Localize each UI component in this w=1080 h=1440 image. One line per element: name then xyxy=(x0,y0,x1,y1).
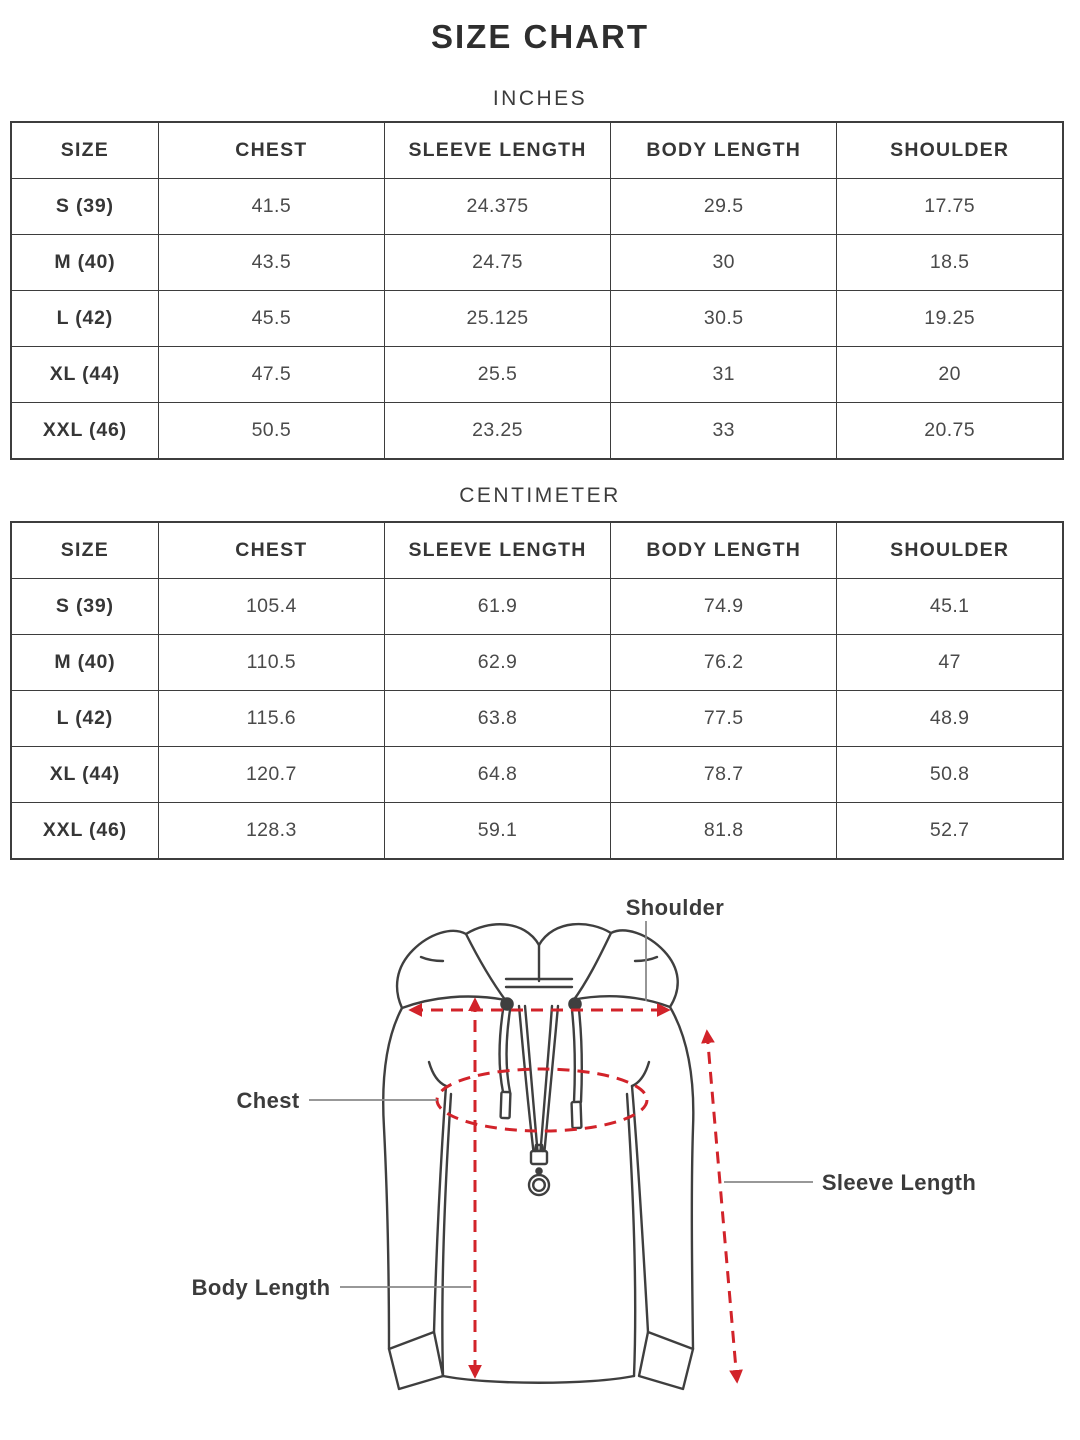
size-cell: S (39) xyxy=(11,179,158,235)
shoulder-label: Shoulder xyxy=(625,895,725,920)
column-header-chest: CHEST xyxy=(158,122,384,179)
size-cell: L (42) xyxy=(11,691,158,747)
value-cell: 76.2 xyxy=(611,635,837,691)
value-cell: 50.5 xyxy=(158,403,384,460)
sleeve-length-measure-arrow xyxy=(707,1032,737,1381)
column-header-sleeve-length: SLEEVE LENGTH xyxy=(384,522,610,579)
aglet-right xyxy=(572,1102,582,1128)
value-cell: 47.5 xyxy=(158,347,384,403)
underarm-seam-right xyxy=(632,1062,649,1086)
underarm-seam-left xyxy=(429,1062,446,1086)
zipper-pull-ring-inner xyxy=(533,1179,545,1191)
zipper-knob xyxy=(536,1168,541,1173)
column-header-size: SIZE xyxy=(11,522,158,579)
sleeve-length-label: Sleeve Length xyxy=(821,1170,977,1195)
body-length-label: Body Length xyxy=(191,1275,331,1300)
label-leader-lines xyxy=(309,921,813,1287)
value-cell: 31 xyxy=(611,347,837,403)
hood-drape-right xyxy=(572,996,670,1007)
aglet-left xyxy=(501,1092,511,1118)
value-cell: 24.75 xyxy=(384,235,610,291)
value-cell: 41.5 xyxy=(158,179,384,235)
value-cell: 17.75 xyxy=(837,179,1063,235)
size-cell: XXL (46) xyxy=(11,403,158,460)
value-cell: 128.3 xyxy=(158,803,384,860)
hood-drape-left xyxy=(402,997,506,1008)
size-cell: XL (44) xyxy=(11,347,158,403)
column-header-chest: CHEST xyxy=(158,522,384,579)
value-cell: 25.5 xyxy=(384,347,610,403)
value-cell: 61.9 xyxy=(384,579,610,635)
value-cell: 45.5 xyxy=(158,291,384,347)
value-cell: 19.25 xyxy=(837,291,1063,347)
size-cell: S (39) xyxy=(11,579,158,635)
value-cell: 115.6 xyxy=(158,691,384,747)
value-cell: 30.5 xyxy=(611,291,837,347)
hood-inner-right xyxy=(573,933,611,1001)
size-cell: L (42) xyxy=(11,291,158,347)
hem xyxy=(443,1376,634,1383)
value-cell: 110.5 xyxy=(158,635,384,691)
hood-inner-left xyxy=(466,934,506,1001)
page-title: SIZE CHART xyxy=(431,18,649,55)
zipper-right xyxy=(540,1006,558,1157)
chest-label: Chest xyxy=(236,1088,300,1113)
column-header-size: SIZE xyxy=(11,122,158,179)
inches-table-caption: INCHES xyxy=(492,87,588,110)
value-cell: 62.9 xyxy=(384,635,610,691)
body-side-right xyxy=(627,1094,635,1376)
column-header-sleeve-length: SLEEVE LENGTH xyxy=(384,122,610,179)
value-cell: 63.8 xyxy=(384,691,610,747)
zipper-left xyxy=(519,1006,538,1157)
value-cell: 77.5 xyxy=(611,691,837,747)
value-cell: 78.7 xyxy=(611,747,837,803)
value-cell: 45.1 xyxy=(837,579,1063,635)
column-header-body-length: BODY LENGTH xyxy=(611,122,837,179)
collar-band xyxy=(506,979,572,987)
value-cell: 74.9 xyxy=(611,579,837,635)
value-cell: 43.5 xyxy=(158,235,384,291)
column-header-shoulder: SHOULDER xyxy=(837,522,1063,579)
value-cell: 48.9 xyxy=(837,691,1063,747)
zipper-slider xyxy=(531,1151,547,1164)
centimeter-table-caption: CENTIMETER xyxy=(459,484,621,507)
value-cell: 47 xyxy=(837,635,1063,691)
grommet-left xyxy=(501,998,512,1009)
size-cell: M (40) xyxy=(11,235,158,291)
value-cell: 20 xyxy=(837,347,1063,403)
grommet-right xyxy=(569,998,580,1009)
cuff-left xyxy=(389,1332,443,1389)
hood-fold-left xyxy=(421,957,443,961)
value-cell: 33 xyxy=(611,403,837,460)
value-cell: 30 xyxy=(611,235,837,291)
cuff-right xyxy=(639,1332,693,1389)
column-header-body-length: BODY LENGTH xyxy=(611,522,837,579)
value-cell: 120.7 xyxy=(158,747,384,803)
column-header-shoulder: SHOULDER xyxy=(837,122,1063,179)
value-cell: 20.75 xyxy=(837,403,1063,460)
size-cell: M (40) xyxy=(11,635,158,691)
value-cell: 50.8 xyxy=(837,747,1063,803)
value-cell: 81.8 xyxy=(611,803,837,860)
hood-outer xyxy=(397,924,678,1008)
value-cell: 105.4 xyxy=(158,579,384,635)
value-cell: 25.125 xyxy=(384,291,610,347)
drawcord-right xyxy=(572,1010,582,1102)
value-cell: 52.7 xyxy=(837,803,1063,860)
value-cell: 64.8 xyxy=(384,747,610,803)
size-cell: XXL (46) xyxy=(11,803,158,860)
size-cell: XL (44) xyxy=(11,747,158,803)
value-cell: 18.5 xyxy=(837,235,1063,291)
value-cell: 29.5 xyxy=(611,179,837,235)
drawcord-left xyxy=(500,1010,510,1092)
value-cell: 24.375 xyxy=(384,179,610,235)
value-cell: 23.25 xyxy=(384,403,610,460)
sleeve-outer-right xyxy=(670,1007,693,1349)
sleeve-outer-left xyxy=(383,1008,402,1349)
value-cell: 59.1 xyxy=(384,803,610,860)
